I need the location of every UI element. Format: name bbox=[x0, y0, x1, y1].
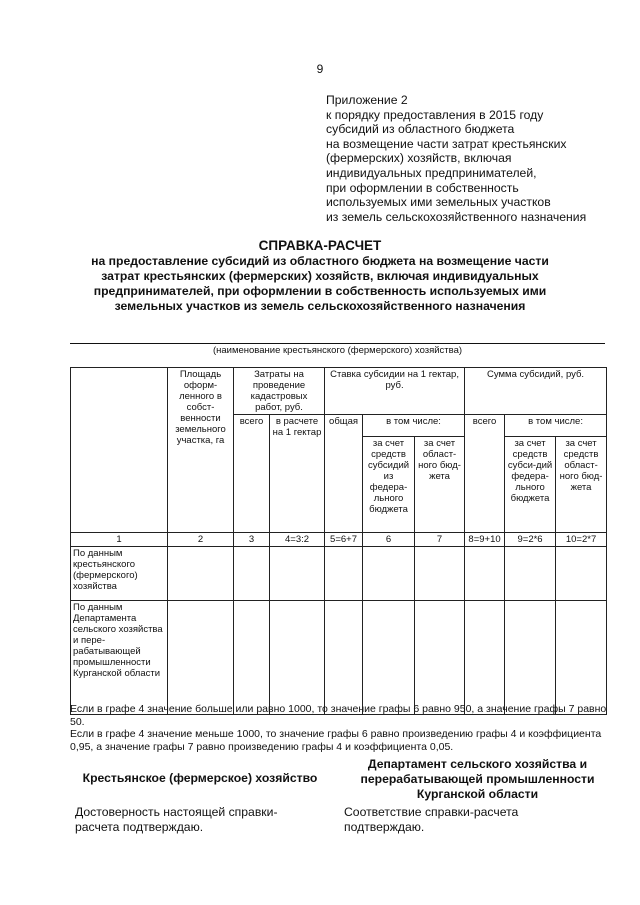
table-cell[interactable] bbox=[234, 601, 270, 715]
department-signature-heading bbox=[345, 757, 610, 802]
header-rate-incl: в том числе: bbox=[363, 415, 465, 437]
table-notes bbox=[70, 703, 610, 753]
appendix-header bbox=[326, 93, 586, 224]
table-cell[interactable] bbox=[556, 601, 607, 715]
note-2: Если в графе 4 значение меньше 1000, то значение графы 6 равно произведению графы 4 и коэффициента 0,95, а значение графы 7 равно произведению графы 4 и коэффициента 0,05. bbox=[70, 728, 602, 753]
confirm-line: подтверждаю. bbox=[344, 820, 425, 834]
farm-signature-heading: Крестьянское (фермерское) хозяйство bbox=[82, 771, 318, 785]
table-cell[interactable] bbox=[465, 547, 505, 601]
table-cell[interactable] bbox=[325, 547, 363, 601]
table-cell[interactable] bbox=[415, 547, 465, 601]
table-cell[interactable] bbox=[234, 547, 270, 601]
subtitle-line: предпринимателей, при оформлении в собственность используемых ими bbox=[93, 284, 547, 298]
table-header-empty bbox=[71, 368, 168, 533]
header-sum: Сумма субсидий, руб. bbox=[465, 368, 607, 415]
header-rate-regional: за счет област-ного бюд-жета bbox=[415, 437, 465, 533]
table-cell[interactable] bbox=[270, 601, 325, 715]
farm-confirmation bbox=[75, 805, 278, 835]
appendix-line: при оформлении в собственность bbox=[326, 180, 519, 195]
table-cell[interactable] bbox=[415, 601, 465, 715]
col-number: 1 bbox=[71, 533, 168, 547]
department-line: Курганской области bbox=[416, 787, 539, 801]
table-cell[interactable] bbox=[505, 601, 556, 715]
confirm-line: Достоверность настоящей справки- bbox=[75, 805, 278, 819]
department-line: перерабатывающей промышленности bbox=[360, 772, 595, 786]
table-cell[interactable] bbox=[270, 547, 325, 601]
table-cell[interactable] bbox=[325, 601, 363, 715]
subtitle-line: на предоставление субсидий из областного бюджета на возмещение части bbox=[91, 254, 549, 268]
header-sum-regional: за счет средств област-ного бюд-жета bbox=[556, 437, 607, 533]
document-title: СПРАВКА-РАСЧЕТ bbox=[258, 238, 382, 253]
col-number: 6 bbox=[363, 533, 415, 547]
table-cell[interactable] bbox=[505, 547, 556, 601]
header-sum-incl: в том числе: bbox=[505, 415, 607, 437]
note-1: Если в графе 4 значение больше или равно 1000, то значение графы 6 равно 950, а значение графы 7 равно 50. bbox=[70, 703, 607, 728]
page-number: 9 bbox=[316, 62, 324, 76]
calculation-table bbox=[70, 367, 607, 715]
header-sum-total: всего bbox=[465, 415, 505, 533]
confirm-line: расчета подтверждаю. bbox=[75, 820, 204, 834]
farm-name-caption: (наименование крестьянского (фермерского) хозяйства) bbox=[212, 345, 463, 356]
col-number: 9=2*6 bbox=[505, 533, 556, 547]
department-line: Департамент сельского хозяйства и bbox=[367, 757, 588, 771]
col-number: 7 bbox=[415, 533, 465, 547]
subtitle-line: затрат крестьянских (фермерских) хозяйств, включая индивидуальных bbox=[101, 269, 539, 283]
table-cell[interactable] bbox=[168, 601, 234, 715]
header-costs-per-ha: в расчете на 1 гектар bbox=[270, 415, 325, 533]
table-cell[interactable] bbox=[556, 547, 607, 601]
table-cell[interactable] bbox=[168, 547, 234, 601]
appendix-line: Приложение 2 bbox=[326, 93, 408, 107]
header-sum-federal: за счет средств субси-дий федера-льного бюджета bbox=[505, 437, 556, 533]
col-number: 2 bbox=[168, 533, 234, 547]
table-cell[interactable] bbox=[465, 601, 505, 715]
header-costs: Затраты на проведение кадастровых работ, руб. bbox=[234, 368, 325, 415]
header-rate-federal: за счет средств субсидий из федера-льного бюджета bbox=[363, 437, 415, 533]
row-label-department: По данным Департамента сельского хозяйства и пере-рабатывающей промышленности Курганской области bbox=[71, 601, 168, 715]
appendix-line: из земель сельскохозяйственного назначения bbox=[326, 209, 587, 224]
appendix-line: на возмещение части затрат крестьянских bbox=[326, 136, 567, 151]
header-rate-common: общая bbox=[325, 415, 363, 533]
department-confirmation bbox=[344, 805, 518, 835]
col-number: 4=3:2 bbox=[270, 533, 325, 547]
col-number: 5=6+7 bbox=[325, 533, 363, 547]
appendix-line: (фермерских) хозяйств, включая bbox=[326, 151, 512, 166]
table-cell[interactable] bbox=[363, 547, 415, 601]
row-label-farm: По данным крестьянского (фермерского) хозяйства bbox=[71, 547, 168, 601]
appendix-line: субсидий из областного бюджета bbox=[326, 122, 515, 137]
appendix-line: используемых ими земельных участков bbox=[326, 195, 551, 210]
header-costs-total: всего bbox=[234, 415, 270, 533]
subtitle-line: земельных участков из земель сельскохозяйственного назначения bbox=[114, 299, 526, 313]
table-cell[interactable] bbox=[363, 601, 415, 715]
confirm-line: Соответствие справки-расчета bbox=[344, 805, 519, 819]
col-number: 8=9+10 bbox=[465, 533, 505, 547]
farm-name-field-line[interactable] bbox=[70, 343, 605, 344]
col-number: 10=2*7 bbox=[556, 533, 607, 547]
header-area: Площадь оформ-ленного в собст-венности земельного участка, га bbox=[168, 368, 234, 533]
col-number: 3 bbox=[234, 533, 270, 547]
document-subtitle bbox=[40, 254, 600, 314]
header-rate: Ставка субсидии на 1 гектар, руб. bbox=[325, 368, 465, 415]
appendix-line: индивидуальных предпринимателей, bbox=[326, 165, 537, 180]
appendix-line: к порядку предоставления в 2015 году bbox=[326, 107, 544, 122]
